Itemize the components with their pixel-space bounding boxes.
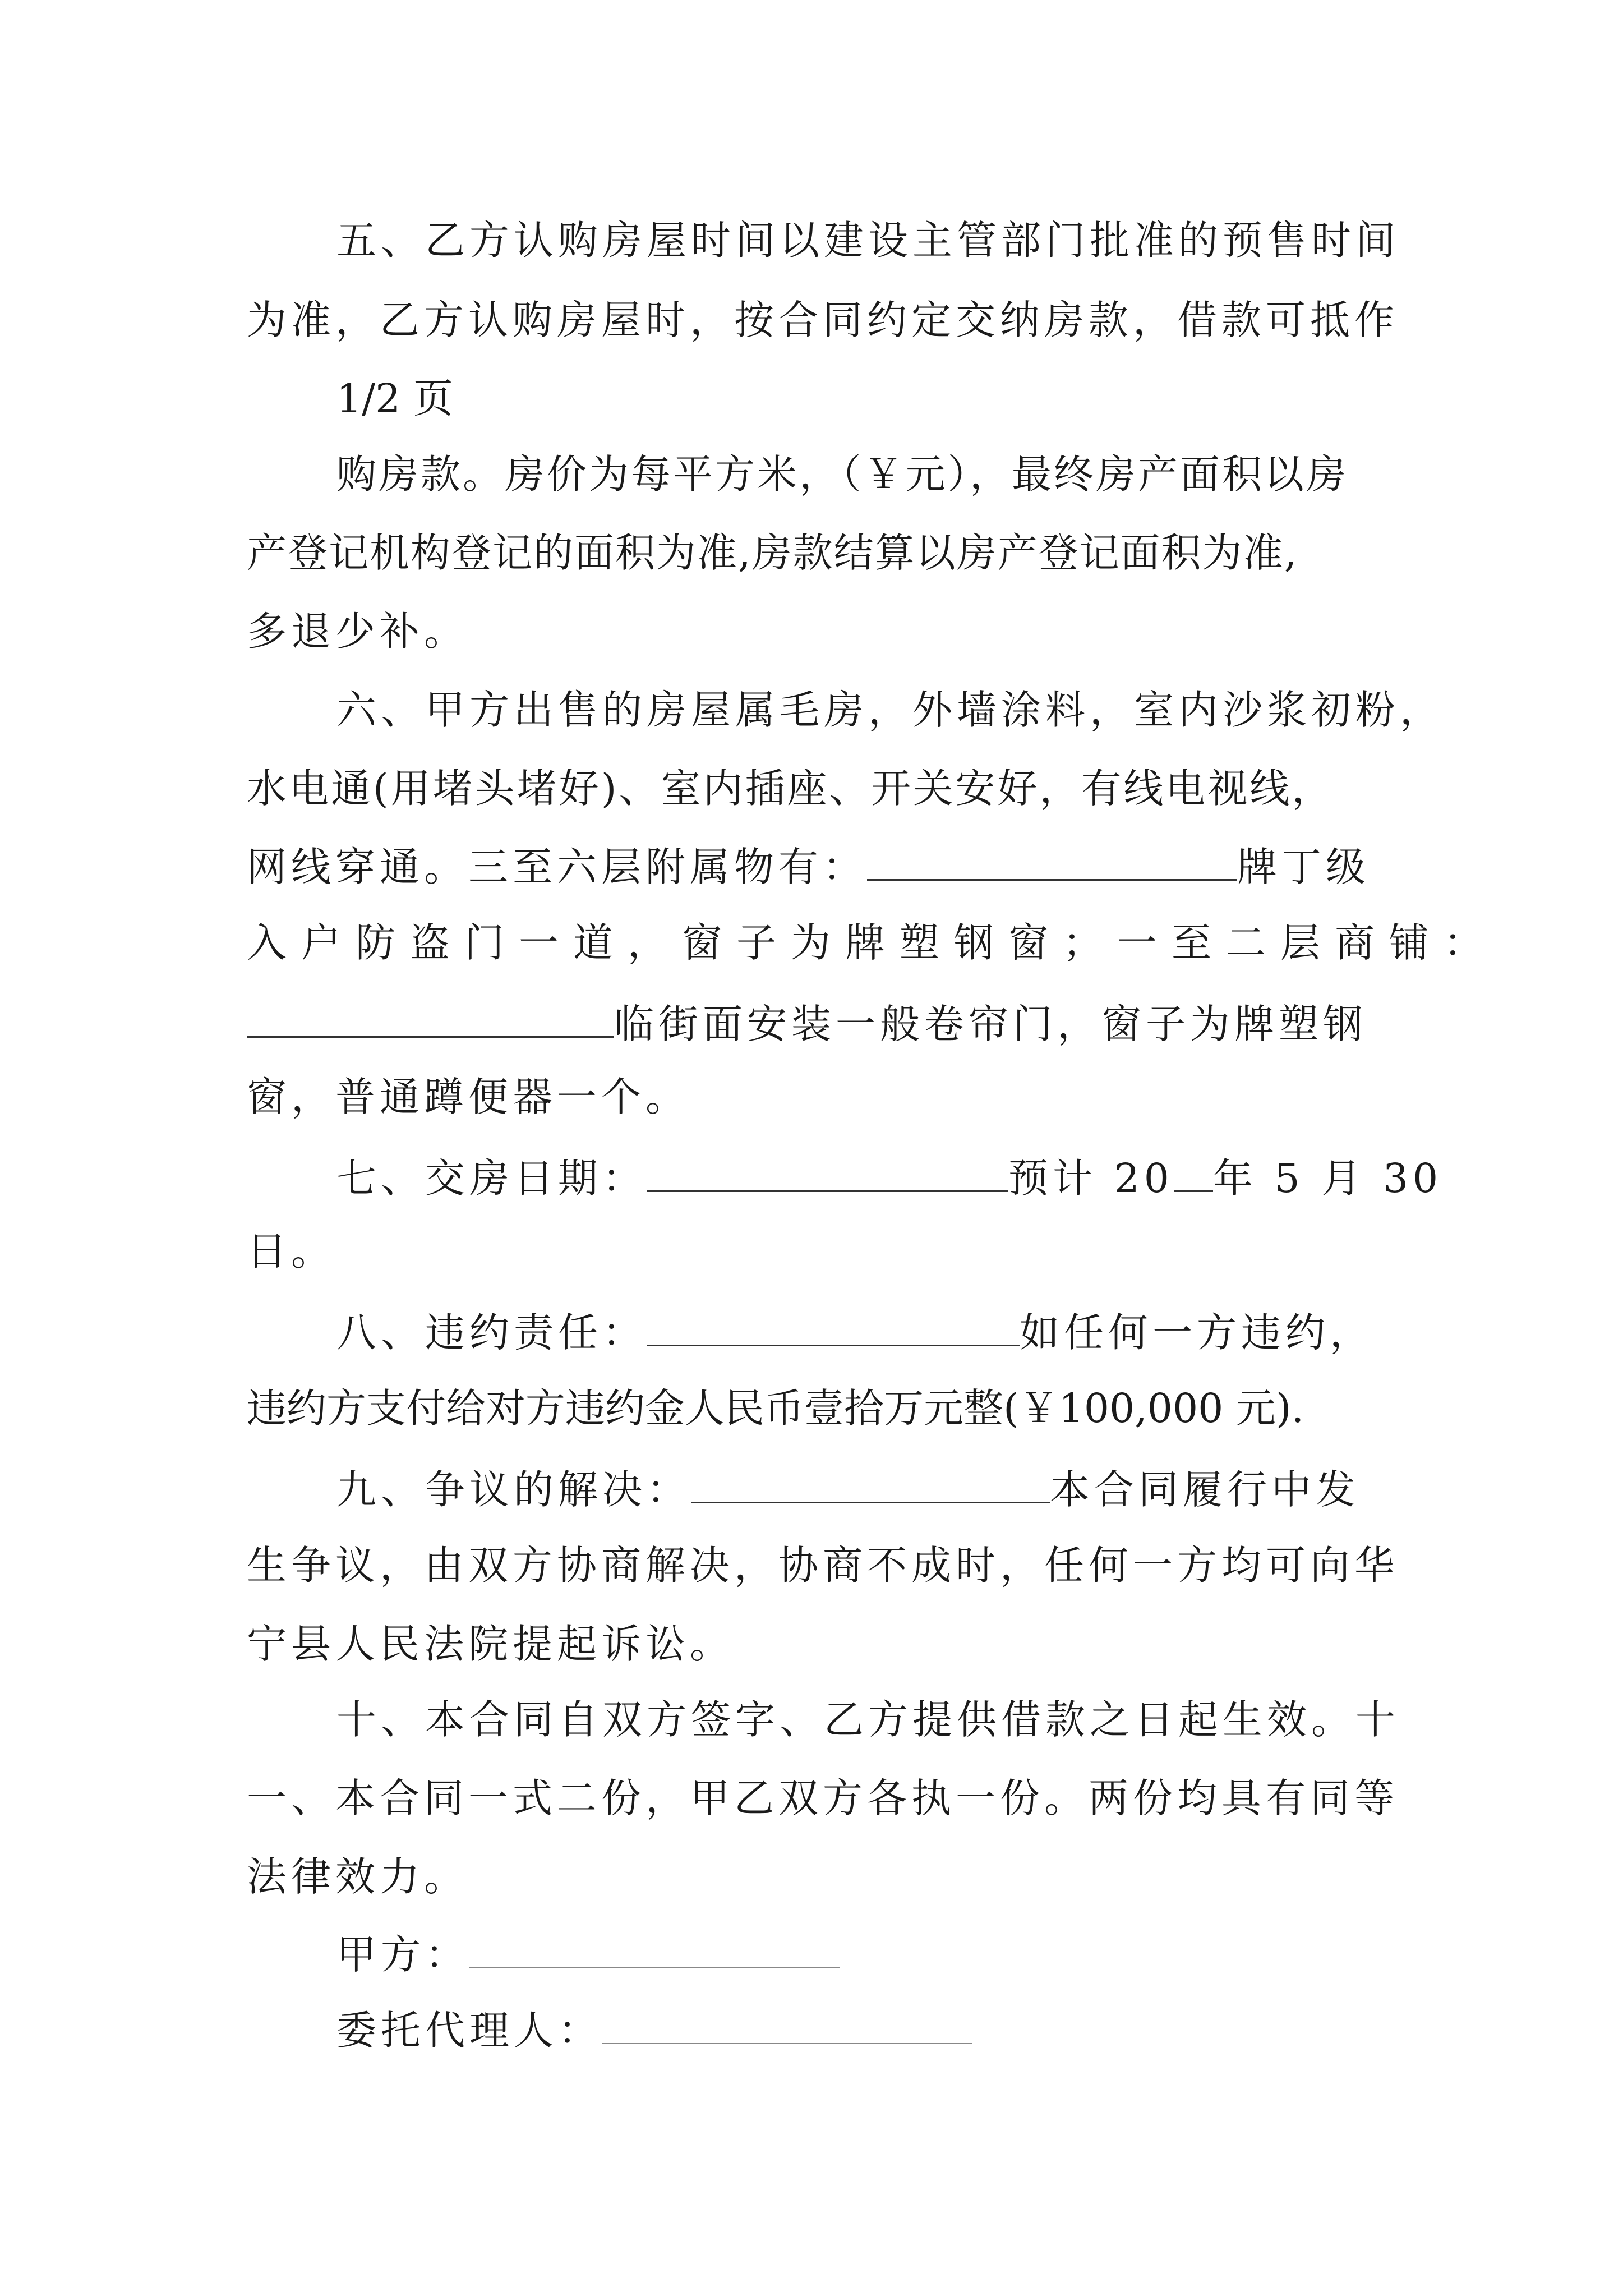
clause-6-line-3 [247, 844, 1371, 890]
clause-6-line-3-text: 网线穿通。三至六层附属物有： [247, 844, 868, 890]
delivery-date-blank[interactable] [647, 1156, 1008, 1192]
clause-5-line-2: 为准，乙方认购房屋时，按合同约定交纳房款，借款可抵作 [247, 297, 1399, 343]
liability-blank[interactable] [647, 1310, 1020, 1346]
clause-10-line-3: 法律效力。 [247, 1853, 469, 1900]
clause-10-line-2: 一、本合同一式二份，甲乙双方各执一份。两份均具有同等 [247, 1775, 1399, 1821]
clause-9-label: 九、争议的解决： [336, 1466, 691, 1513]
signature-agent [336, 2007, 972, 2054]
clause-9-text: 本合同履行中发 [1050, 1466, 1361, 1513]
clause-5-line-5: 多退少补。 [247, 608, 469, 655]
clause-5-line-4: 产登记机构登记的面积为准,房款结算以房产登记面积为准, [247, 530, 1298, 576]
page-marker: 1/2 页 [336, 375, 453, 422]
appendage-blank[interactable] [867, 844, 1237, 881]
clause-6-line-2: 水电通(用堵头堵好)、室内插座、开关安好，有线电视线， [247, 765, 1334, 812]
clause-5-line-3: 购房款。房价为每平方米，（￥元），最终房产面积以房 [336, 451, 1349, 498]
clause-6-line-4: 入户防盗门一道，窗子为牌塑钢窗；一至二层商铺： [247, 919, 1498, 966]
agent-signature-line[interactable] [602, 2008, 972, 2044]
clause-6-line-3-tail: 牌丁级 [1237, 844, 1371, 890]
clause-8-line-2: 违约方支付给对方违约金人民币壹拾万元整(￥100,000 元). [247, 1385, 1304, 1432]
clause-7-label: 七、交房日期： [336, 1155, 647, 1202]
clause-6-line-5 [247, 1001, 1368, 1047]
clause-6-line-1: 六、甲方出售的房屋属毛房，外墙涂料，室内沙浆初粉， [336, 687, 1445, 733]
year-blank[interactable] [1174, 1156, 1213, 1192]
clause-9-line-3: 宁县人民法院提起诉讼。 [247, 1621, 735, 1667]
clause-7-line-1 [336, 1155, 1443, 1202]
clause-8-line-1 [336, 1309, 1375, 1356]
signature-party-a [336, 1931, 840, 1978]
clause-7-estimate: 预计 20 [1008, 1155, 1174, 1202]
clause-5-line-1: 五、乙方认购房屋时间以建设主管部门批准的预售时间 [336, 217, 1400, 264]
clause-10-line-1: 十、本合同自双方签字、乙方提供借款之日起生效。十 [336, 1696, 1400, 1743]
clause-7-date: 年 5 月 30 [1212, 1155, 1443, 1202]
clause-8-label: 八、违约责任： [336, 1309, 647, 1356]
clause-6-line-5-text: 临街面安装一般卷帘门，窗子为牌塑钢 [614, 1001, 1368, 1047]
clause-8-text: 如任何一方违约， [1020, 1309, 1375, 1356]
dispute-blank[interactable] [691, 1467, 1050, 1503]
agent-label: 委托代理人： [336, 2007, 603, 2054]
party-a-signature-line[interactable] [469, 1932, 840, 1968]
party-a-label: 甲方： [336, 1931, 470, 1978]
shop-blank[interactable] [247, 1001, 614, 1038]
clause-9-line-2: 生争议，由双方协商解决，协商不成时，任何一方均可向华 [247, 1542, 1399, 1589]
clause-9-line-1 [336, 1466, 1361, 1513]
clause-7-line-2: 日。 [247, 1228, 336, 1274]
clause-6-line-6: 窗，普通蹲便器一个。 [247, 1074, 690, 1120]
